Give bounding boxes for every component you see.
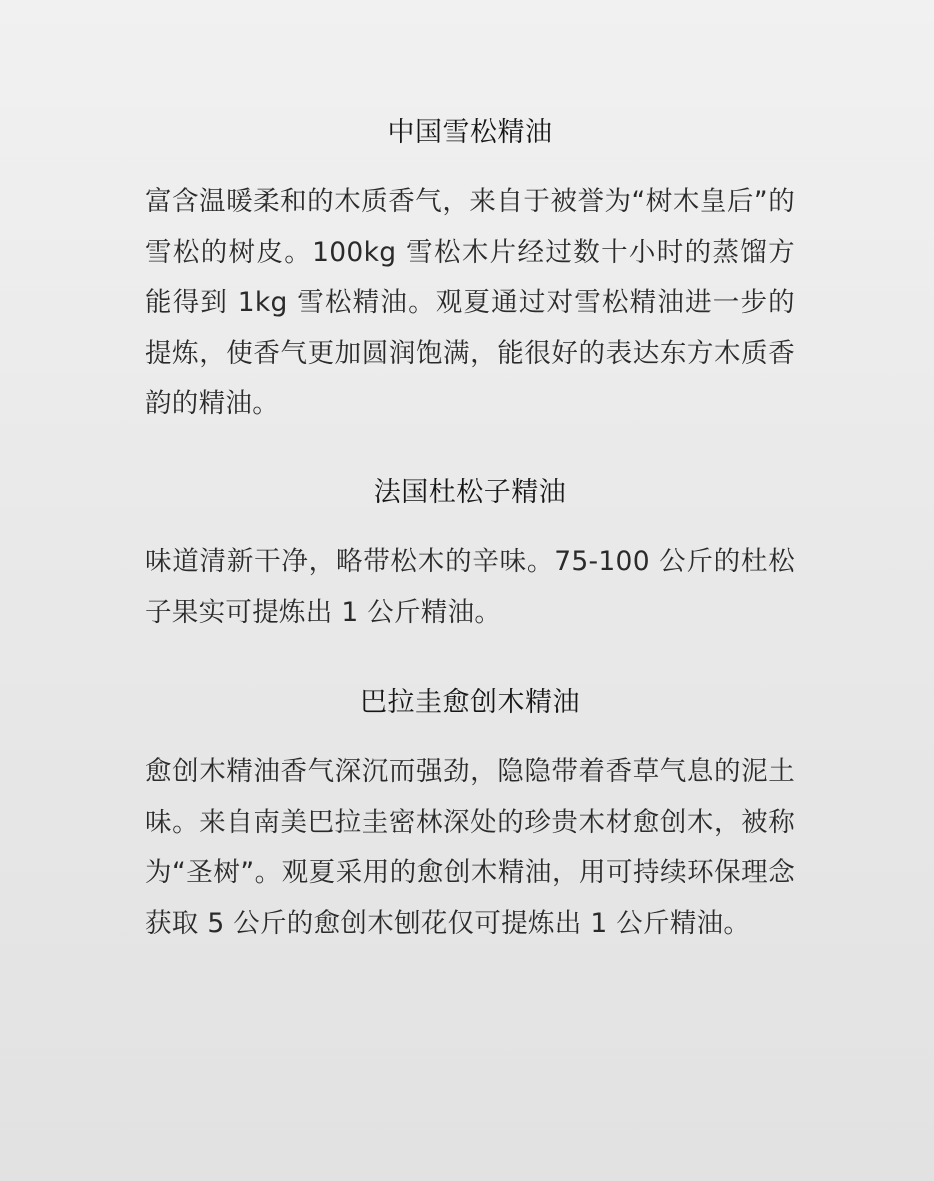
section-french-juniper-oil [145, 476, 795, 638]
section-paraguay-guaiacwood-oil [145, 686, 795, 949]
section-china-cedar-oil [145, 116, 795, 430]
section-body: 愈创木精油香气深沉而强劲，隐隐带着香草气息的泥土味。来自南美巴拉圭密林深处的珍贵木材愈创木，被称为“圣树”。观夏采用的愈创木精油，用可持续环保理念获取 5 公斤的愈创木刨花仅可提炼出 1 公斤精油。 [145, 756, 795, 939]
section-title: 巴拉圭愈创木精油 [360, 687, 580, 718]
section-body: 味道清新干净，略带松木的辛味。75-100 公斤的杜松子果实可提炼出 1 公斤精油。 [145, 546, 795, 628]
section-body: 富含温暖柔和的木质香气，来自于被誉为“树木皇后”的雪松的树皮。100kg 雪松木片经过数十小时的蒸馏方能得到 1kg 雪松精油。观夏通过对雪松精油进一步的提炼，使香气更加圆润饱满，能很好的表达东方木质香韵的精油。 [145, 186, 795, 419]
section-title: 法国杜松子精油 [373, 477, 567, 508]
section-title: 中国雪松精油 [387, 117, 553, 148]
